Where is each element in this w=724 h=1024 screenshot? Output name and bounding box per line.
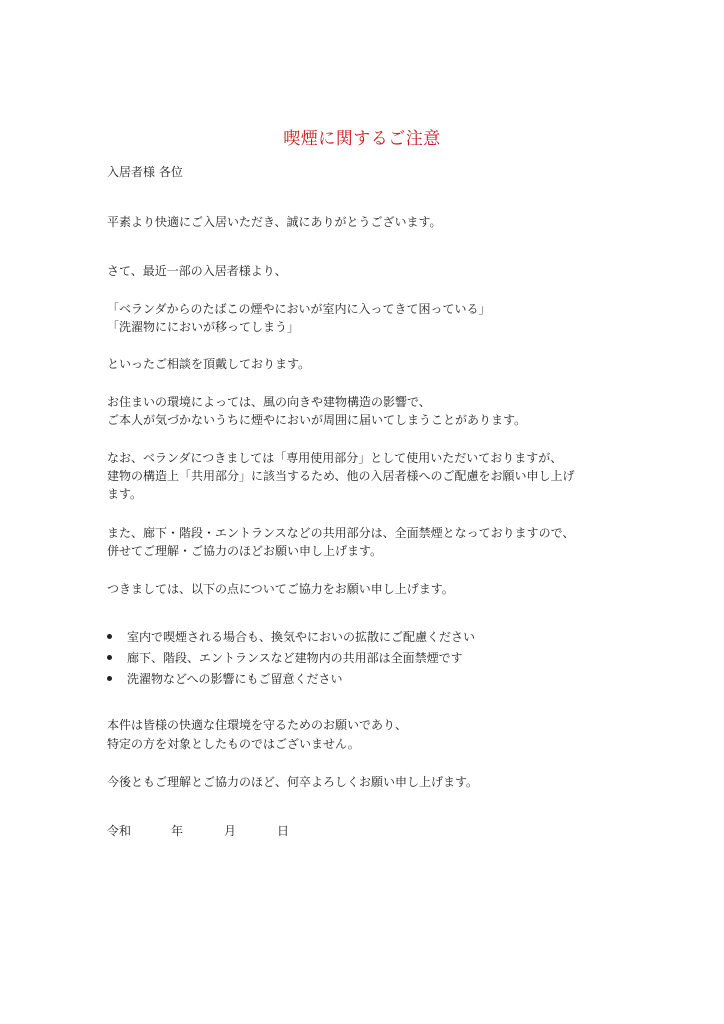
date-era: 令和 [107, 824, 132, 838]
list-item [107, 649, 463, 667]
balcony-text-line-3: ます。 [107, 487, 143, 501]
closing-text-line-1: 本件は皆様の快適な住環境を守るためのお願いであり、 [107, 718, 408, 732]
date-day: 日 [277, 824, 290, 838]
list-item-text: 室内で喫煙される場合も、換気やにおいの拡散にご配慮ください [127, 630, 476, 644]
environment-text-line-2: ご本人が気づかないうちに煙やにおいが周囲に届いてしまうことがあります。 [107, 413, 527, 427]
list-item-text: 洗濯物などへの影響にもご留意ください [127, 672, 343, 686]
bullet-icon [107, 634, 112, 639]
balcony-text-line-1: なお、ベランダにつきましては「専用使用部分」として使用いただいておりますが、 [107, 451, 563, 465]
list-item [107, 628, 475, 646]
complaint-quote-2: 「洗濯物ににおいが移ってしまう」 [107, 320, 300, 334]
date-year: 年 [171, 824, 184, 838]
common-area-text-line-1: また、廊下・階段・エントランスなどの共用部分は、全面禁煙となっておりますので、 [107, 526, 575, 540]
intro-text: さて、最近一部の入居者様より、 [107, 264, 287, 278]
complaint-quote-1: 「ベランダからのたばこの煙やにおいが室内に入ってきて困っている」 [107, 302, 491, 316]
list-item [107, 670, 343, 688]
greeting-text: 平素より快適にご入居いただき、誠にありがとうございます。 [107, 215, 442, 229]
list-item-text: 廊下、階段、エントランスなど建物内の共用部は全面禁煙です [127, 651, 463, 665]
request-text: つきましては、以下の点についてご協力をお願い申し上げます。 [107, 582, 454, 596]
balcony-text-line-2: 建物の構造上「共用部分」に該当するため、他の入居者様へのご配慮をお願い申し上げ [107, 469, 575, 483]
closing-text-line-2: 特定の方を対象としたものではございません。 [107, 737, 360, 751]
common-area-text-line-2: 併せてご理解・ご協力のほどお願い申し上げます。 [107, 544, 383, 558]
bullet-icon [107, 655, 112, 660]
final-request-text: 今後ともご理解とご協力のほど、何卒よろしくお願い申し上げます。 [107, 775, 479, 789]
consultation-text: といったご相談を頂戴しております。 [107, 357, 311, 371]
bullet-icon [107, 676, 112, 681]
environment-text-line-1: お住まいの環境によっては、風の向きや建物構造の影響で、 [107, 395, 431, 409]
page-title: 喫煙に関するご注意 [283, 129, 441, 149]
addressee: 入居者様 各位 [107, 165, 183, 179]
date-month: 月 [224, 824, 237, 838]
